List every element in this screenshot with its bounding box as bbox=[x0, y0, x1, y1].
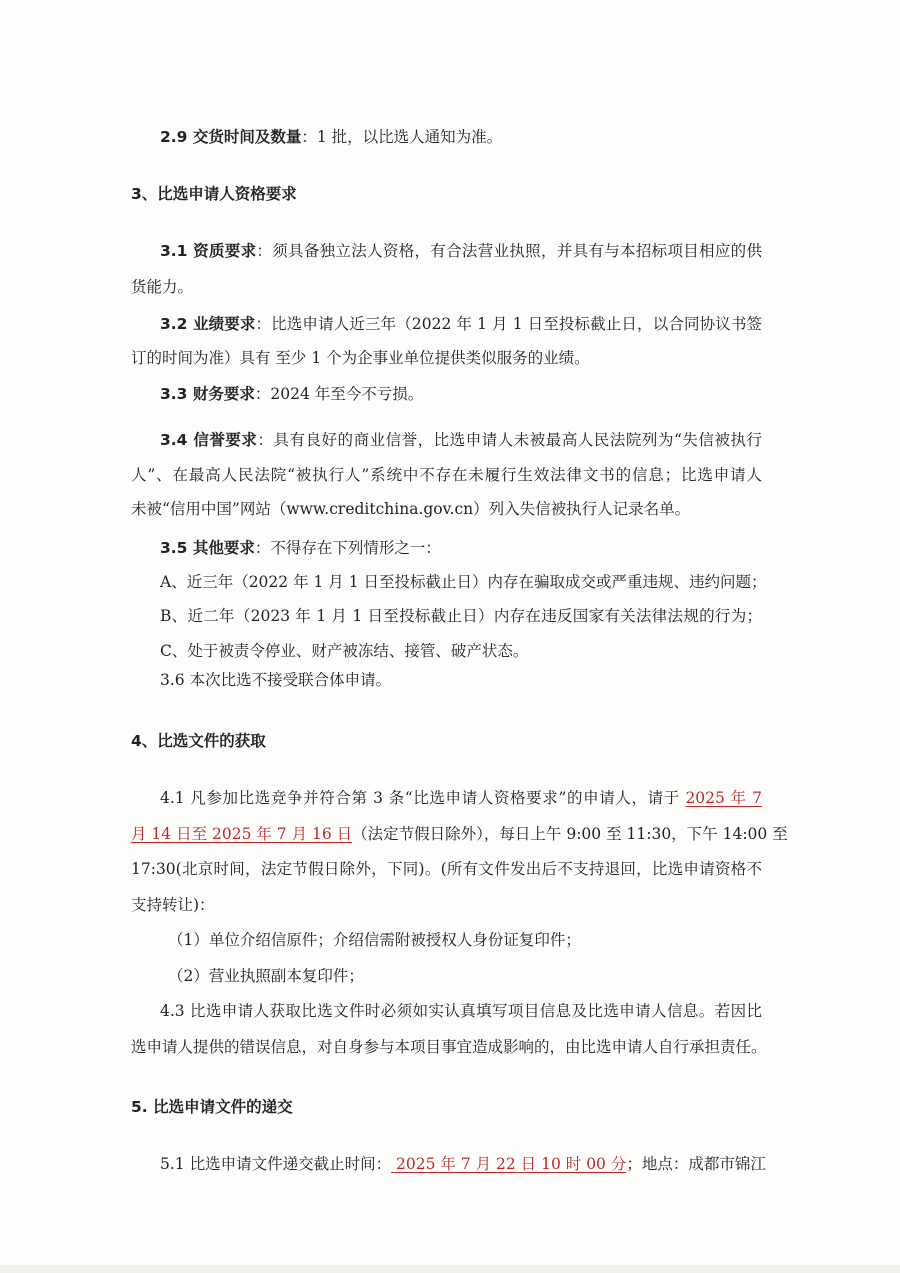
para-3-3 bbox=[160, 383, 762, 405]
para-3-4-line2: 人”、在最高人民法院“被执行人”系统中不存在未履行生效法律文书的信息；比选申请人 bbox=[131, 466, 762, 484]
scan-bottom-edge bbox=[0, 1265, 900, 1273]
para-4-3-line2: 选申请人提供的错误信息，对自身参与本项目事宜造成影响的，由比选申请人自行承担责任。 bbox=[131, 1038, 767, 1056]
para-3-1-line2: 货能力。 bbox=[131, 278, 194, 296]
highlight-date-start: 2025 年 7 bbox=[685, 789, 762, 807]
para-2-9 bbox=[160, 126, 762, 148]
para-3-5-b: B、近二年（2023 年 1 月 1 日至投标截止日）内存在违反国家有关法律法规的行为； bbox=[160, 607, 762, 625]
para-4-1-line3: 17:30(北京时间，法定节假日除外，下同)。(所有文件发出后不支持退回，比选申请资格不 bbox=[131, 860, 762, 878]
label-3-1: 3.1 资质要求 bbox=[160, 242, 257, 260]
label-3-4: 3.4 信誉要求 bbox=[160, 431, 258, 449]
para-4-3-line1: 4.3 比选申请人获取比选文件时必须如实认真填写项目信息及比选申请人信息。若因比 bbox=[160, 1002, 762, 1020]
text-5-1-a: 5.1 比选申请文件递交截止时间： bbox=[160, 1155, 392, 1173]
text-3-4-l1: ：具有良好的商业信誉，比选申请人未被最高人民法院列为“失信被执行 bbox=[257, 431, 762, 449]
heading-3: 3、比选申请人资格要求 bbox=[131, 185, 297, 203]
heading-4: 4、比选文件的获取 bbox=[131, 732, 266, 750]
highlight-deadline: 2025 年 7 月 22 日 10 时 00 分 bbox=[391, 1155, 627, 1173]
highlight-date-range: 月 14 日至 2025 年 7 月 16 日 bbox=[131, 825, 353, 843]
text-4-1-l2: （法定节假日除外），每日上午 9:00 至 11:30，下午 14:00 至 bbox=[352, 825, 788, 843]
para-3-2-line1 bbox=[160, 313, 762, 335]
para-5-1 bbox=[160, 1153, 766, 1175]
text-4-1-l1: 4.1 凡参加比选竞争并符合第 3 条“比选申请人资格要求”的申请人，请于 bbox=[160, 789, 686, 807]
text-3-2-l1: ：比选申请人近三年（2022 年 1 月 1 日至投标截止日，以合同协议书签 bbox=[255, 315, 762, 333]
list-item-1: （1）单位介绍信原件；介绍信需附被授权人身份证复印件； bbox=[168, 931, 581, 949]
para-3-4-line1 bbox=[160, 429, 762, 451]
text-3-5: ：不得存在下列情形之一： bbox=[254, 539, 441, 557]
list-item-2: （2）营业执照副本复印件； bbox=[168, 967, 364, 985]
text-3-1-l1: ：须具备独立法人资格，有合法营业执照，并具有与本招标项目相应的供 bbox=[256, 242, 762, 260]
text-5-1-b: ；地点：成都市锦江 bbox=[626, 1155, 766, 1173]
para-4-1-line1 bbox=[160, 787, 762, 809]
para-3-5 bbox=[160, 537, 762, 559]
para-3-5-a: A、近三年（2022 年 1 月 1 日至投标截止日）内存在骗取成交或严重违规、违约问题； bbox=[160, 573, 767, 591]
label-2-9: 2.9 交货时间及数量 bbox=[160, 128, 302, 146]
text-3-3: ：2024 年至今不亏损。 bbox=[254, 385, 424, 403]
para-3-4-line3: 未被“信用中国”网站（www.creditchina.gov.cn）列入失信被执行人记录名单。 bbox=[131, 500, 691, 518]
heading-5: 5. 比选申请文件的递交 bbox=[131, 1098, 293, 1116]
para-4-1-line4: 支持转让)： bbox=[131, 896, 215, 914]
text-2-9: ：1 批，以比选人通知为准。 bbox=[301, 128, 503, 146]
para-3-1-line1 bbox=[160, 240, 762, 262]
label-3-5: 3.5 其他要求 bbox=[160, 539, 255, 557]
para-4-1-line2 bbox=[131, 823, 788, 845]
label-3-3: 3.3 财务要求 bbox=[160, 385, 255, 403]
label-3-2: 3.2 业绩要求 bbox=[160, 315, 256, 333]
para-3-5-c: C、处于被责令停业、财产被冻结、接管、破产状态。 bbox=[160, 642, 529, 660]
para-3-2-line2: 订的时间为准）具有 至少 1 个为企事业单位提供类似服务的业绩。 bbox=[131, 349, 590, 367]
para-3-6: 3.6 本次比选不接受联合体申请。 bbox=[160, 671, 392, 689]
